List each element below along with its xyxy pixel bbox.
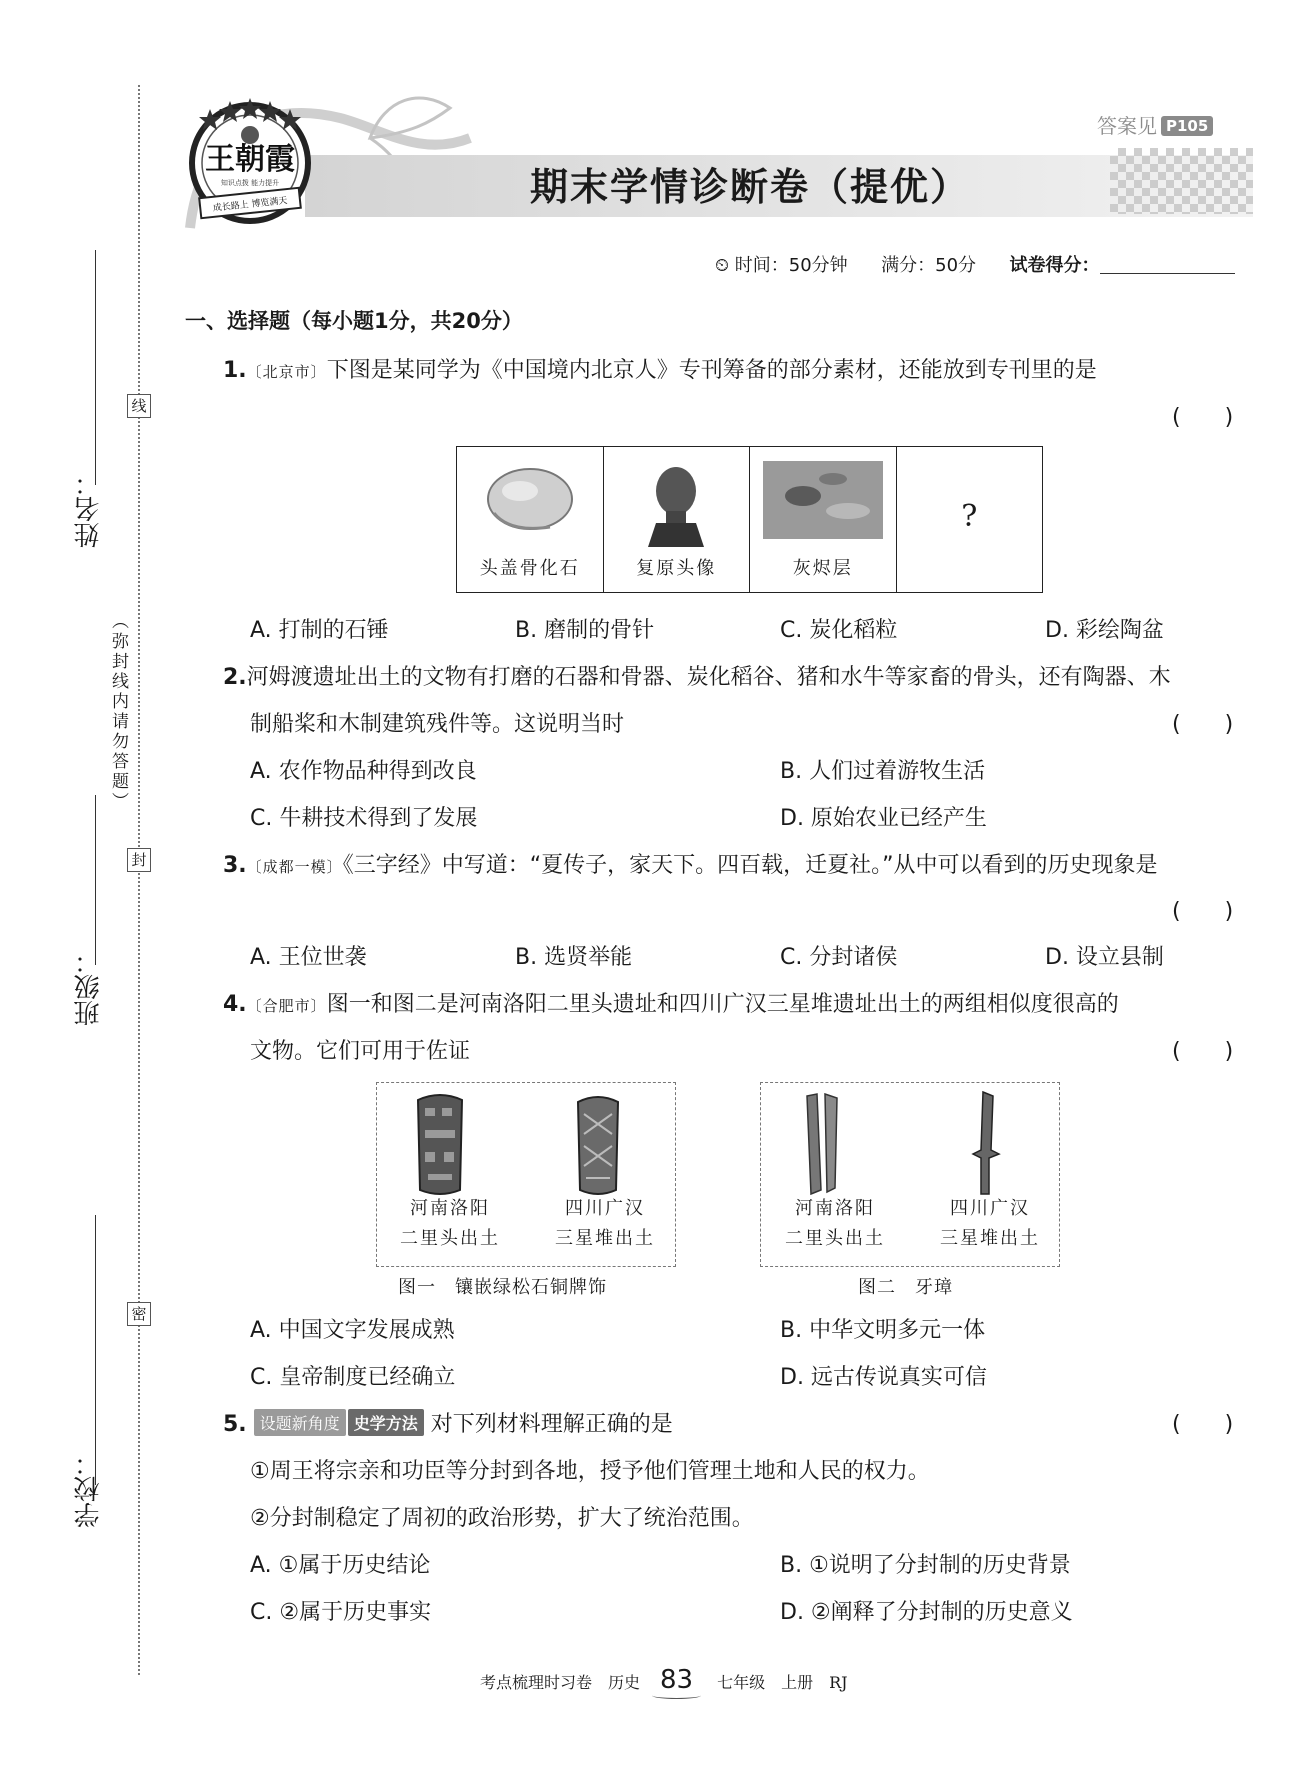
question-1-stem: 1.〔北京市〕下图是某同学为《中国境内北京人》专刊筹备的部分素材，还能放到专刊里的是: [223, 358, 1097, 383]
bronze-plaque-sanxingdui-image: [568, 1090, 628, 1200]
q2-option-d[interactable]: D. 原始农业已经产生: [780, 806, 987, 831]
q4-option-c[interactable]: C. 皇帝制度已经确立: [250, 1365, 456, 1390]
skull-fossil-cell: 头盖骨化石: [457, 447, 604, 592]
name-label: 姓名：: [74, 470, 104, 548]
footer-book: 考点梳理时习卷 历史: [480, 1673, 641, 1692]
question-4-stem-line2: 文物。它们可用于佐证: [250, 1039, 471, 1064]
q5-option-b[interactable]: B. ①说明了分封制的历史背景: [780, 1553, 1071, 1578]
yazhang-luoyang-image: [795, 1090, 855, 1200]
section-title: 一、选择题（每小题1分，共20分）: [185, 309, 523, 333]
answer-paren-2[interactable]: ( ): [1172, 712, 1234, 737]
question-4-stem-line1: 4.〔合肥市〕图一和图二是河南洛阳二里头遗址和四川广汉三星堆遗址出土的两组相似度很高的: [223, 992, 1119, 1017]
answer-paren-1[interactable]: ( ): [1172, 405, 1234, 430]
clock-icon: ⏲: [715, 255, 730, 276]
q2-option-a[interactable]: A. 农作物品种得到改良: [250, 759, 477, 784]
answer-paren-5[interactable]: ( ): [1172, 1412, 1234, 1437]
question-1-image-table: [456, 446, 1043, 593]
bronze-plaque-luoyang-image: [410, 1090, 470, 1200]
seal-line-char: 线: [127, 394, 151, 418]
binding-dotted-line: [138, 85, 140, 1675]
class-fill-line: [95, 795, 96, 965]
restored-head-image: [626, 461, 726, 551]
q5-material-2: ②分封制稳定了周初的政治形势，扩大了统治范围。: [250, 1506, 754, 1531]
answer-reference: 答案见 P105: [1097, 110, 1213, 139]
q2-option-c[interactable]: C. 牛耕技术得到了发展: [250, 806, 478, 831]
q1-option-d[interactable]: D. 彩绘陶盆: [1045, 618, 1164, 643]
fig2-left-label: 河南洛阳 二里头出土: [785, 1198, 885, 1249]
figure-1-caption: 图一 镶嵌绿松石铜牌饰: [398, 1277, 607, 1298]
fig2-right-label: 四川广汉 三星堆出土: [940, 1198, 1040, 1249]
q1-option-b[interactable]: B. 磨制的骨针: [515, 618, 655, 643]
answer-paren-4[interactable]: ( ): [1172, 1039, 1234, 1064]
score-field[interactable]: [1100, 255, 1235, 274]
full-score: 满分：50分: [881, 255, 977, 276]
q3-option-a[interactable]: A. 王位世袭: [250, 945, 367, 970]
svg-text:王朝霞: 王朝霞: [205, 142, 295, 177]
figure-2-caption: 图二 牙璋: [858, 1277, 953, 1298]
q5-material-1: ①周王将宗亲和功臣等分封到各地，授予他们管理土地和人民的权力。: [250, 1459, 930, 1484]
page-footer: [480, 1665, 848, 1695]
question-2-stem-line2: 制船桨和木制建筑残件等。这说明当时: [250, 712, 625, 737]
q1-option-c[interactable]: C. 炭化稻粒: [780, 618, 898, 643]
new-angle-tag: 设题新角度: [254, 1409, 346, 1436]
school-label: 学校：: [74, 1450, 104, 1528]
seal-seal-char: 封: [127, 848, 151, 872]
page-number: 83: [660, 1665, 694, 1695]
question-5-stem: 5. 设题新角度 史学方法 对下列材料理解正确的是: [223, 1407, 673, 1438]
svg-text:成长路上 博览满天: 成长路上 博览满天: [212, 196, 288, 214]
q1-option-a[interactable]: A. 打制的石锤: [250, 618, 389, 643]
question-2-stem-line1: 2.河姆渡遗址出土的文物有打磨的石器和骨器、炭化稻谷、猪和水牛等家畜的骨头，还有陶器、木: [223, 665, 1171, 690]
q3-option-c[interactable]: C. 分封诸侯: [780, 945, 898, 970]
q5-option-a[interactable]: A. ①属于历史结论: [250, 1553, 431, 1578]
history-method-tag: 史学方法: [348, 1409, 424, 1436]
unknown-item-cell: ?: [961, 499, 978, 534]
exam-meta: [715, 251, 1235, 277]
name-fill-line: [95, 250, 96, 485]
skull-fossil-image: [480, 461, 580, 541]
page-title: 期末学情诊断卷（提优）: [529, 165, 970, 209]
q4-option-d[interactable]: D. 远古传说真实可信: [780, 1365, 987, 1390]
q4-option-b[interactable]: B. 中华文明多元一体: [780, 1318, 986, 1343]
q5-option-c[interactable]: C. ②属于历史事实: [250, 1600, 432, 1625]
svg-text:知识点拨 能力提升: 知识点拨 能力提升: [220, 179, 280, 187]
question-3-stem: 3.〔成都一模〕《三字经》中写道：“夏传子，家天下。四百载，迁夏社。”从中可以看到的历史现象是: [223, 853, 1158, 878]
q2-option-b[interactable]: B. 人们过着游牧生活: [780, 759, 986, 784]
score-label: 试卷得分：: [1009, 255, 1100, 276]
fig1-left-label: 河南洛阳 二里头出土: [400, 1198, 500, 1249]
school-fill-line: [95, 1215, 96, 1485]
q5-option-d[interactable]: D. ②阐释了分封制的历史意义: [780, 1600, 1073, 1625]
no-answer-note: （弥封线内请勿答题）: [108, 612, 128, 812]
fig1-right-label: 四川广汉 三星堆出土: [555, 1198, 655, 1249]
restored-head-cell: 复原头像: [604, 447, 751, 592]
ash-layer-cell: 灰烬层: [750, 447, 897, 592]
yazhang-sanxingdui-image: [955, 1090, 1015, 1200]
publisher-logo: [185, 95, 315, 225]
class-label: 班级：: [74, 948, 104, 1026]
time-limit: 时间：50分钟: [734, 255, 848, 276]
ash-layer-image: [763, 461, 883, 541]
answer-paren-3[interactable]: ( ): [1172, 899, 1234, 924]
footer-grade: 七年级 上册 RJ: [717, 1673, 848, 1692]
seal-secret-char: 密: [127, 1302, 151, 1326]
answer-page-badge: P105: [1161, 116, 1213, 136]
q3-option-b[interactable]: B. 选贤举能: [515, 945, 633, 970]
q4-option-a[interactable]: A. 中国文字发展成熟: [250, 1318, 455, 1343]
q3-option-d[interactable]: D. 设立县制: [1045, 945, 1164, 970]
